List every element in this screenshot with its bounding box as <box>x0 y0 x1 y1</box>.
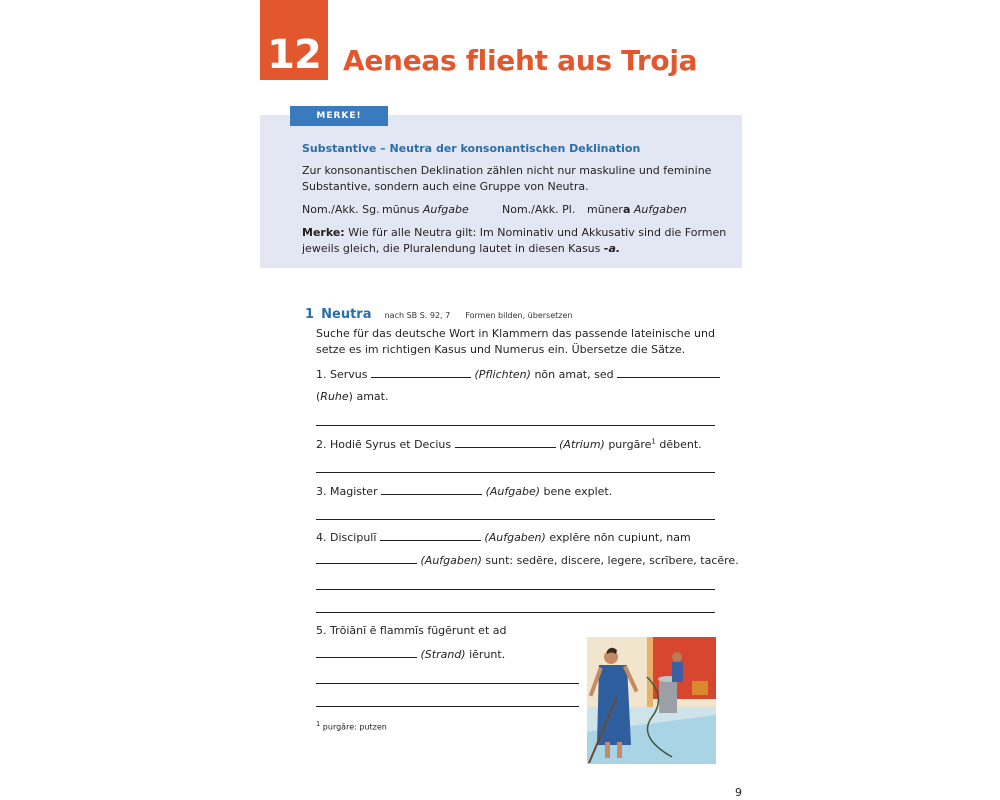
exercise-number: 1 <box>305 307 315 322</box>
sentence-2-start: 2. Hodiē Syrus et Decius <box>316 438 452 451</box>
sentence-2-end: dēbent. <box>659 438 702 451</box>
sentence-1-end: amat. <box>356 390 389 403</box>
answer-line-4b[interactable] <box>316 612 715 613</box>
sentence-2-mid: purgāre <box>608 438 652 451</box>
merke-intro: Zur konsonantischen Deklination zählen nicht nur maskuline und feminine Substantive, sondern auch eine Gruppe von Neutra. <box>302 164 712 193</box>
sentence-5 <box>316 624 507 637</box>
blank-2[interactable] <box>455 437 556 448</box>
sentence-4 <box>316 530 691 544</box>
exercise-reference: nach SB S. 92, 7 <box>384 311 451 320</box>
blank-5[interactable] <box>316 647 417 658</box>
sentence-5-start: 5. Trōiānī ē flammīs fūgērunt et ad <box>316 624 507 637</box>
singular-german: Aufgabe <box>422 203 469 216</box>
answer-line-2[interactable] <box>316 472 715 473</box>
hint-4b: (Aufgaben) <box>420 554 482 567</box>
merke-rule-ending: -a. <box>603 242 621 255</box>
exercise-title: Neutra <box>321 307 372 322</box>
blank-4a[interactable] <box>380 530 481 541</box>
hint-1b: Ruhe <box>320 390 349 403</box>
declension-forms <box>302 202 732 218</box>
answer-line-3[interactable] <box>316 519 715 520</box>
merke-rule <box>302 225 732 257</box>
footnote-text: purgāre: putzen <box>322 722 387 732</box>
sentence-3-start: 3. Magister <box>316 485 378 498</box>
footnote-mark: 1 <box>316 720 321 728</box>
sentence-1-mid: nōn amat, sed <box>534 368 614 381</box>
hint-2: (Atrium) <box>559 438 605 451</box>
exercise-heading <box>305 303 572 322</box>
footnote-ref: 1 <box>651 437 656 446</box>
answer-line-4a[interactable] <box>316 589 715 590</box>
exercise-type: Formen bilden, übersetzen <box>465 311 573 320</box>
merke-tag: MERKE! <box>290 106 388 126</box>
hint-5: (Strand) <box>420 648 466 661</box>
chapter-number: 12 <box>260 0 328 80</box>
sentence-4-start: 4. Discipulī <box>316 531 377 544</box>
singular-label: Nom./Akk. Sg. <box>302 203 380 216</box>
plural-german: Aufgaben <box>633 203 687 216</box>
answer-line-1[interactable] <box>316 425 715 426</box>
sentence-3 <box>316 484 612 498</box>
footnote <box>316 720 387 732</box>
sentence-5-cont <box>316 647 505 661</box>
sentence-5-end: iērunt. <box>469 648 506 661</box>
sentence-4-cont <box>316 553 739 567</box>
sentence-1 <box>316 367 720 381</box>
sentence-1-cont: (Ruhe) amat. <box>316 390 389 403</box>
blank-3[interactable] <box>381 484 482 495</box>
plural-latin-stem: mūner <box>587 203 623 216</box>
exercise-instruction: Suche für das deutsche Wort in Klammern das passende lateinische und setze es im richtigen Kasus und Numerus ein. Übersetze die Sätze. <box>316 327 715 356</box>
answer-line-5b[interactable] <box>316 706 579 707</box>
blank-1b[interactable] <box>617 367 720 378</box>
blank-4b[interactable] <box>316 553 417 564</box>
merke-rule-label: Merke: <box>302 226 345 239</box>
merke-rule-text: Wie für alle Neutra gilt: Im Nominativ und Akkusativ sind die Formen jeweils gleich, die Pluralendung lautet in diesen Kasus <box>302 226 727 255</box>
sentence-3-end: bene explet. <box>543 485 613 498</box>
plural-label: Nom./Akk. Pl. <box>502 203 576 216</box>
answer-line-5a[interactable] <box>316 683 579 684</box>
blank-1a[interactable] <box>371 367 471 378</box>
sentence-1-start: 1. Servus <box>316 368 368 381</box>
illustration-slave-cleaning-atrium <box>587 637 716 764</box>
plural-ending: a <box>622 203 631 216</box>
page-number: 9 <box>735 786 742 799</box>
sentence-4-mid: explēre nōn cupiunt, nam <box>549 531 691 544</box>
hint-4a: (Aufgaben) <box>484 531 546 544</box>
chapter-title: Aeneas flieht aus Troja <box>343 44 698 77</box>
sentence-4-end: sunt: sedēre, discere, legere, scrībere, tacēre. <box>485 554 739 567</box>
hint-3: (Aufgabe) <box>485 485 541 498</box>
merke-heading: Substantive – Neutra der konsonantischen Deklination <box>302 142 641 155</box>
sentence-2 <box>316 437 702 451</box>
merke-content <box>302 141 732 264</box>
hint-1a: (Pflichten) <box>474 368 531 381</box>
singular-latin: mūnus <box>382 203 420 216</box>
